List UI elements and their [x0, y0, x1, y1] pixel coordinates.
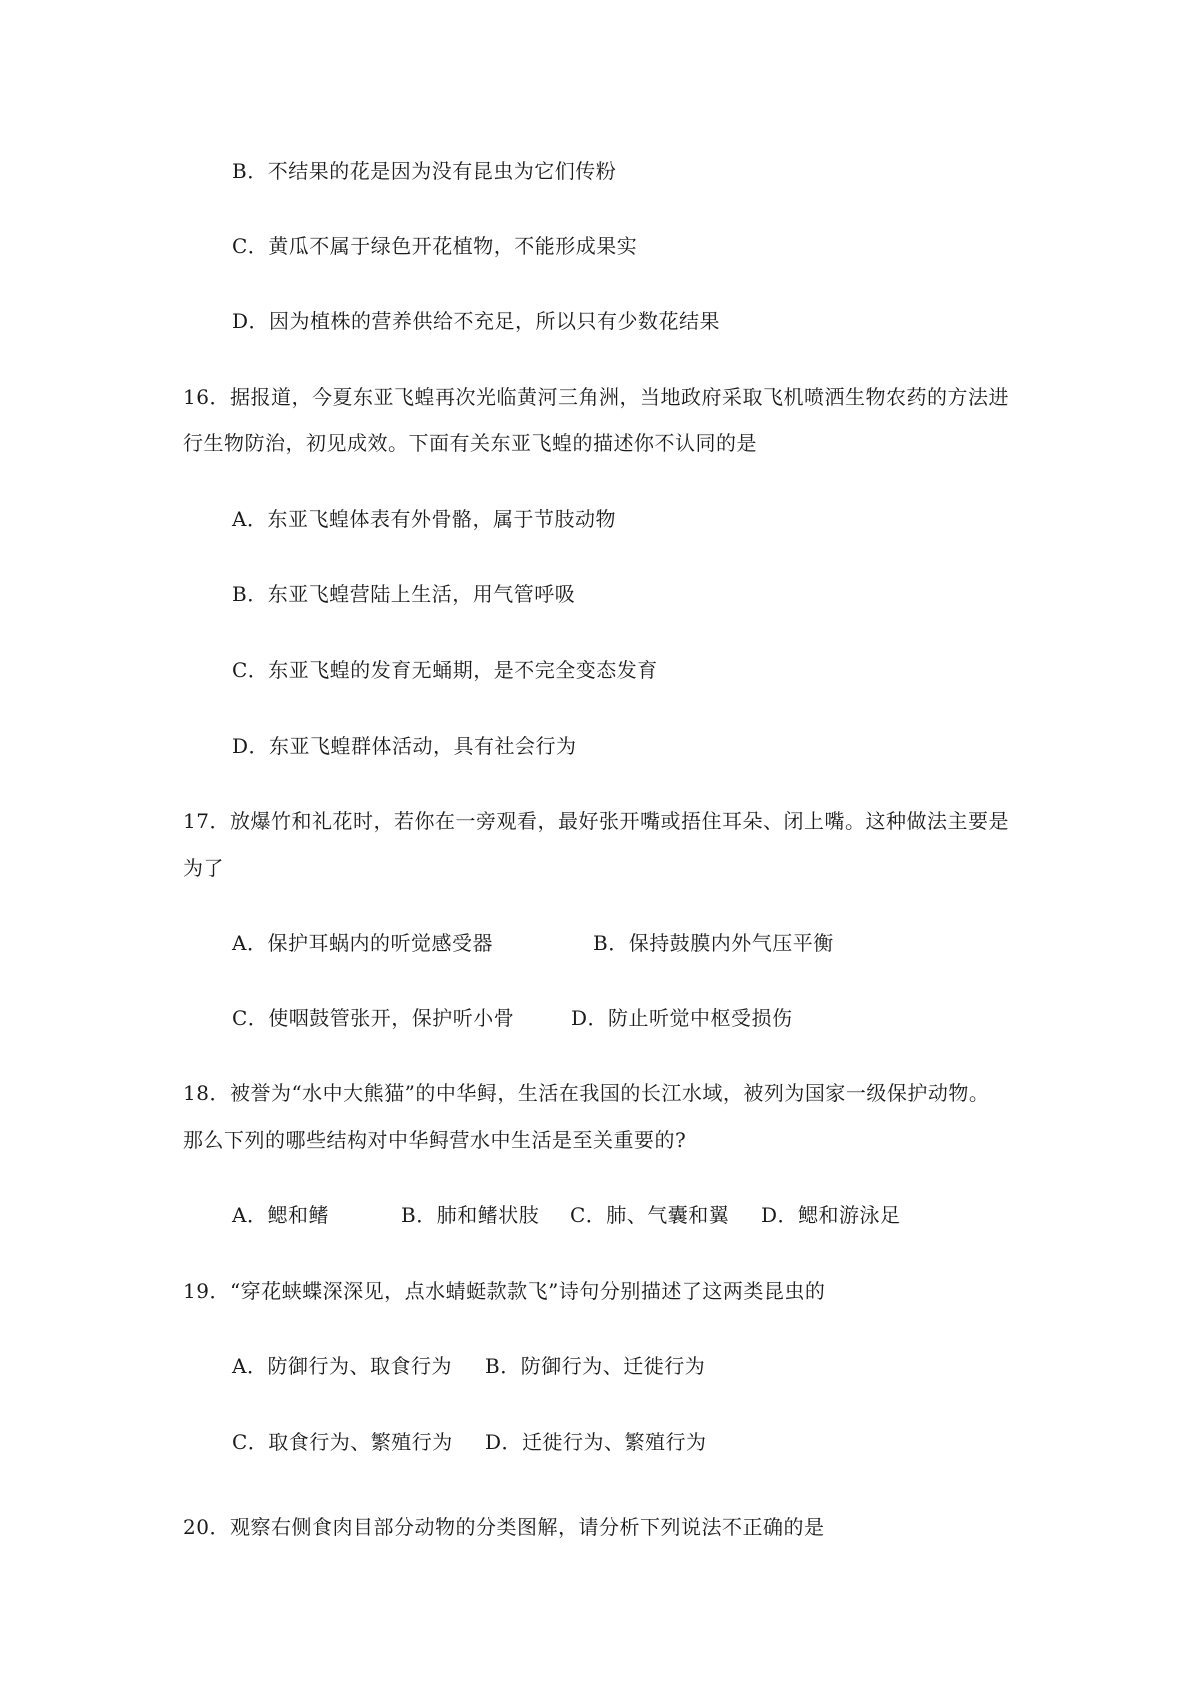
q18-option-c: C．肺、气囊和翼: [570, 1203, 730, 1227]
q18-option-a: A．鳃和鳍: [232, 1203, 329, 1227]
q16-option-b: B．东亚飞蝗营陆上生活，用气管呼吸: [232, 582, 576, 606]
q19-stem-line1: 19．“穿花蛱蝶深深见，点水蜻蜓款款飞”诗句分别描述了这两类昆虫的: [183, 1279, 826, 1303]
q20-stem-line1: 20．观察右侧食肉目部分动物的分类图解，请分析下列说法不正确的是: [183, 1515, 825, 1539]
q19-option-c: C．取食行为、繁殖行为: [232, 1430, 453, 1454]
q15-option-d: D．因为植株的营养供给不充足，所以只有少数花结果: [232, 309, 721, 333]
q18-stem-line2: 那么下列的哪些结构对中华鲟营水中生活是至关重要的?: [183, 1128, 687, 1152]
q18-option-b: B．肺和鳍状肢: [401, 1203, 540, 1227]
q19-option-d: D．迁徙行为、繁殖行为: [485, 1430, 707, 1454]
q15-option-c: C．黄瓜不属于绿色开花植物，不能形成果实: [232, 234, 638, 258]
q15-option-b: B．不结果的花是因为没有昆虫为它们传粉: [232, 159, 617, 183]
q17-option-c: C．使咽鼓管张开，保护听小骨: [232, 1006, 515, 1030]
q19-option-b: B．防御行为、迁徙行为: [485, 1354, 706, 1378]
q17-stem-line2: 为了: [183, 856, 224, 880]
q18-option-d: D．鳃和游泳足: [761, 1203, 901, 1227]
q16-stem-line1: 16．据报道，今夏东亚飞蝗再次光临黄河三角洲，当地政府采取飞机喷洒生物农药的方法进: [183, 385, 1009, 409]
q17-option-a: A．保护耳蜗内的听觉感受器: [232, 931, 493, 955]
q17-stem-line1: 17．放爆竹和礼花时，若你在一旁观看，最好张开嘴或捂住耳朵、闭上嘴。这种做法主要是: [183, 809, 1009, 833]
q19-option-a: A．防御行为、取食行为: [232, 1354, 452, 1378]
q17-option-d: D．防止听觉中枢受损伤: [571, 1006, 793, 1030]
q18-stem-line1: 18．被誉为“水中大熊猫”的中华鲟，生活在我国的长江水域，被列为国家一级保护动物。: [183, 1081, 990, 1105]
q16-stem-line2: 行生物防治，初见成效。下面有关东亚飞蝗的描述你不认同的是: [183, 431, 757, 455]
q16-option-a: A．东亚飞蝗体表有外骨骼，属于节肢动物: [232, 507, 616, 531]
q16-option-d: D．东亚飞蝗群体活动，具有社会行为: [232, 734, 577, 758]
q17-option-b: B．保持鼓膜内外气压平衡: [593, 931, 834, 955]
q16-option-c: C．东亚飞蝗的发育无蛹期，是不完全变态发育: [232, 658, 658, 682]
